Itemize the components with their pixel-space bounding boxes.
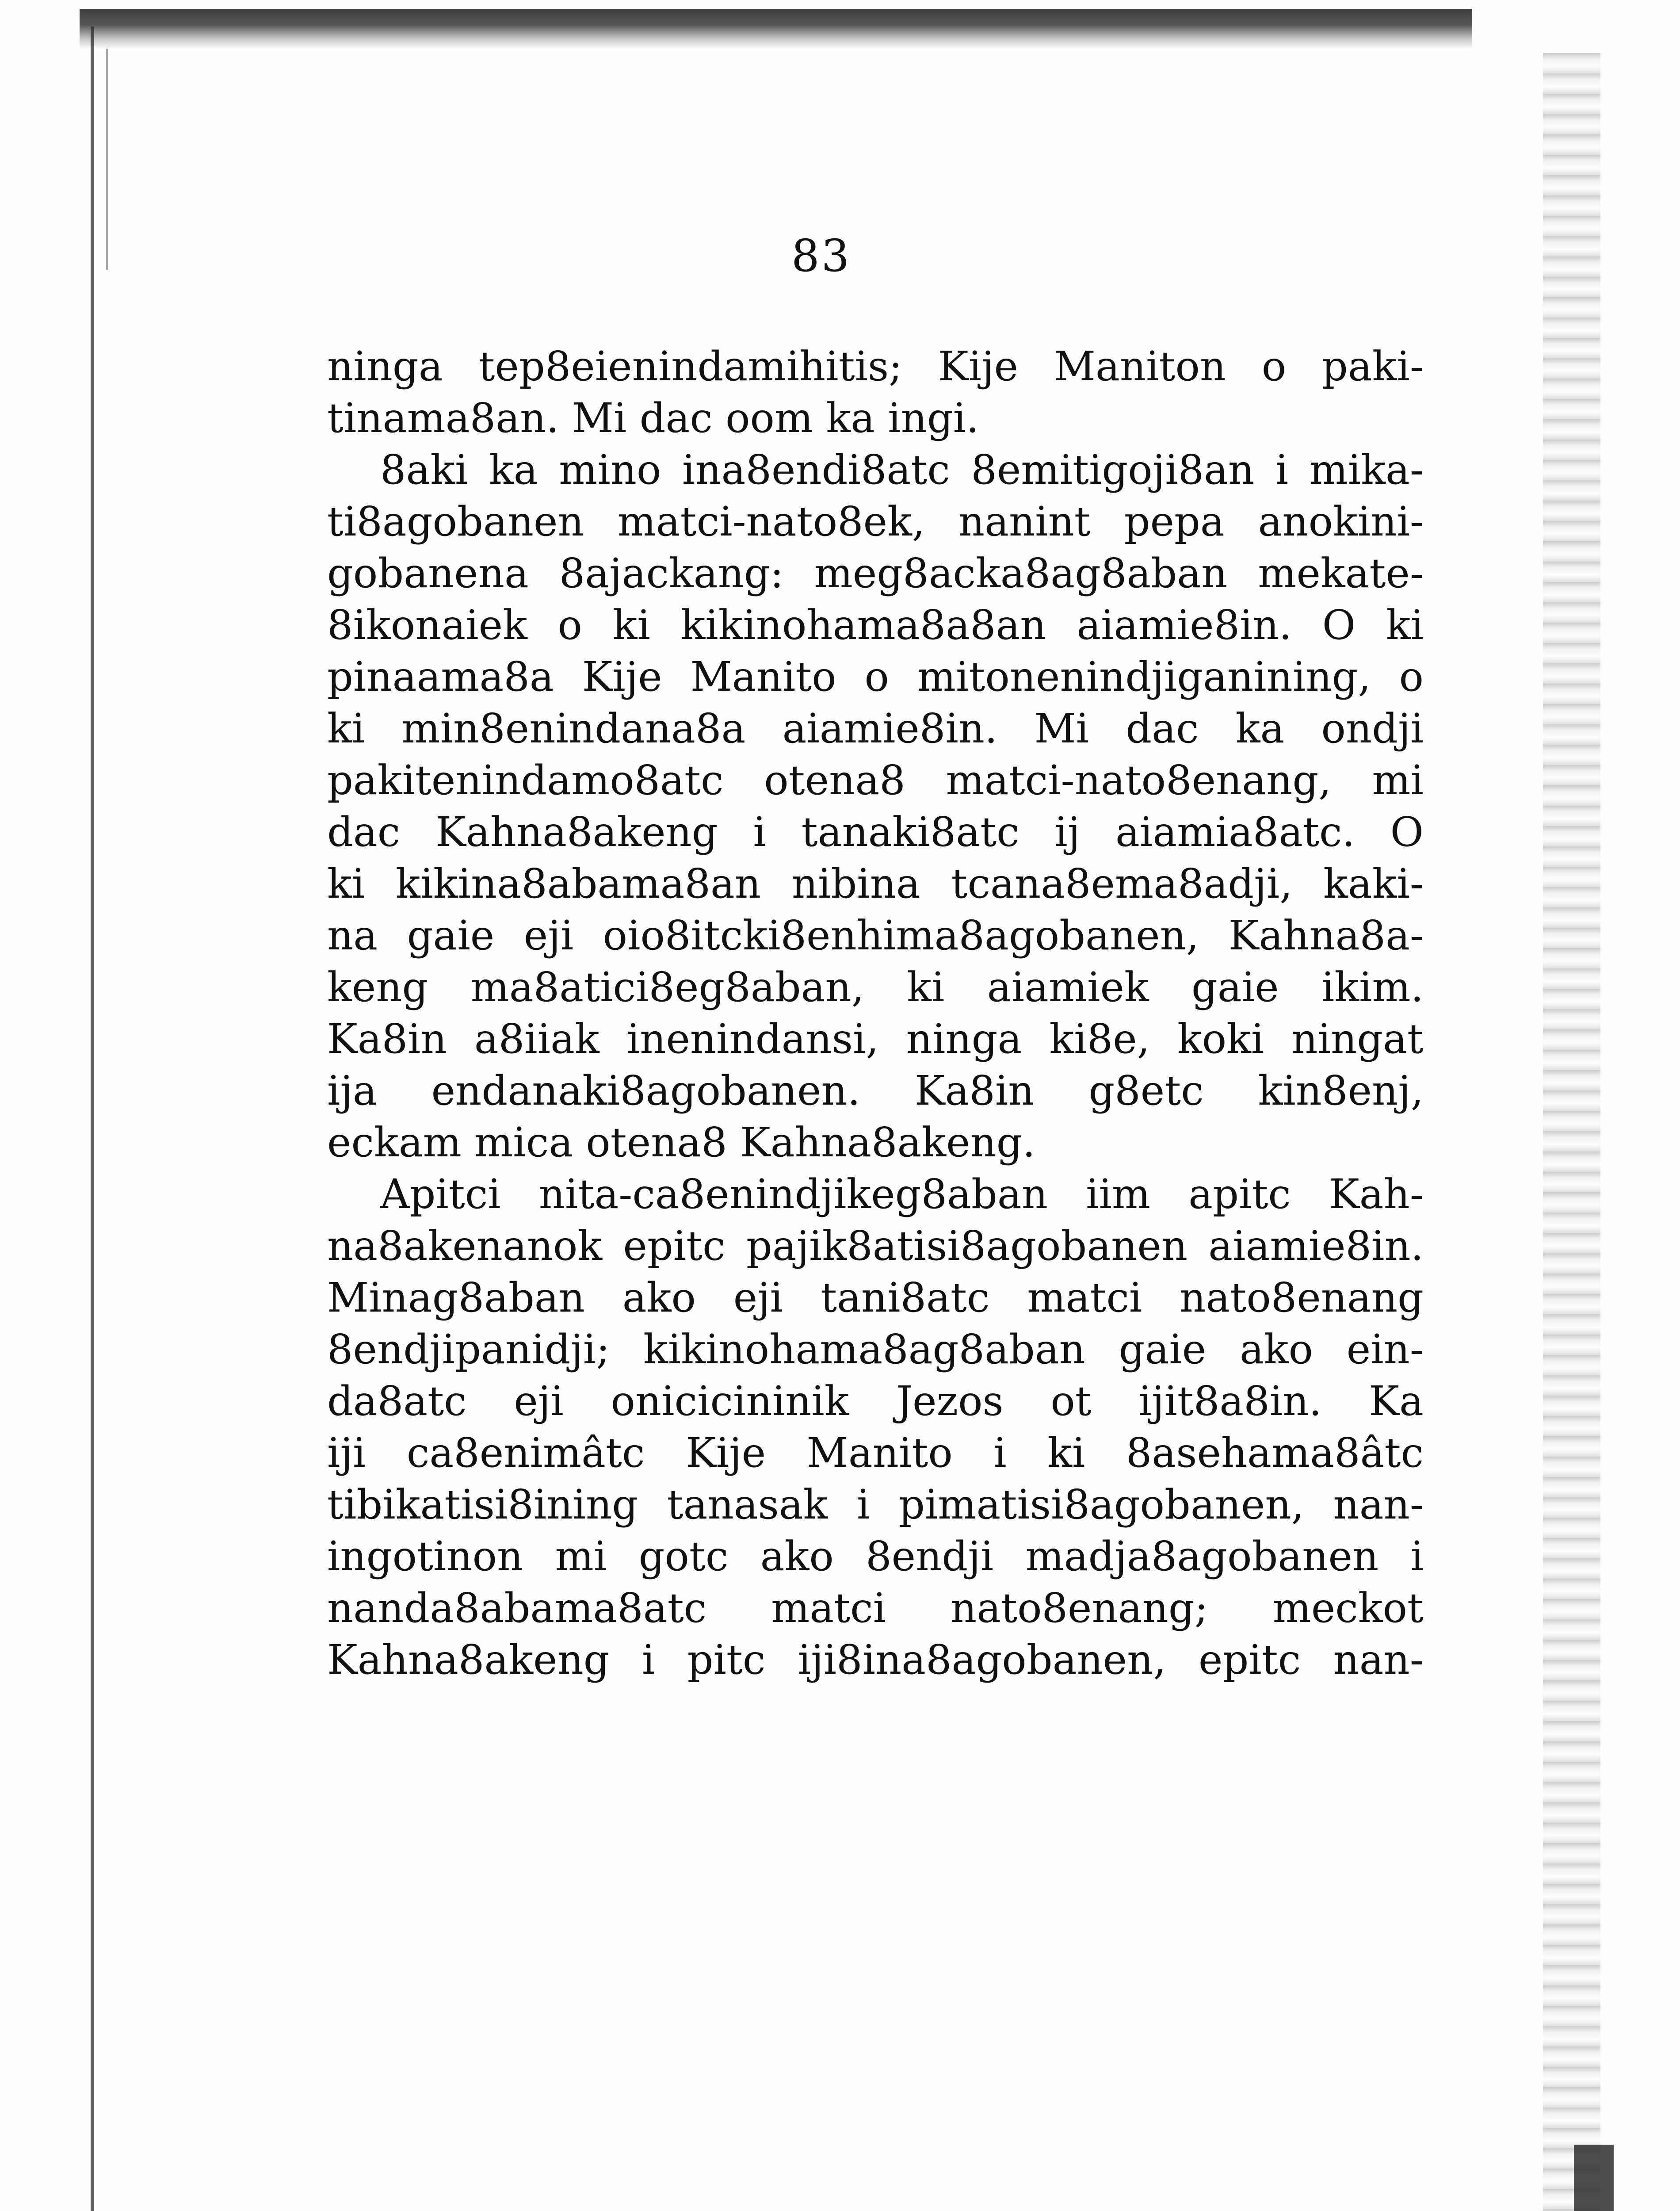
- text-line: ija endanaki8agobanen. Ka8in g8etc kin8enj,: [327, 1067, 1424, 1114]
- scan-edge-right: [1543, 53, 1600, 2211]
- scan-edge-right-corner: [1574, 2145, 1614, 2211]
- text-line: na gaie eji oio8itcki8enhima8agobanen, Kahna8a-: [327, 912, 1424, 959]
- text-line: tinama8an. Mi dac oom ka ingi.: [327, 394, 979, 442]
- text-line: dac Kahna8akeng i tanaki8atc ij aiamia8atc. O: [327, 808, 1424, 856]
- text-line: na8akenanok epitc pajik8atisi8agobanen aiamie8in.: [327, 1222, 1424, 1270]
- text-line: ki kikina8abama8an nibina tcana8ema8adji, kaki-: [327, 860, 1424, 907]
- text-line: eckam mica otena8 Kahna8akeng.: [327, 1119, 1035, 1166]
- text-line: Kahna8akeng i pitc iji8ina8agobanen, epitc nan-: [327, 1636, 1424, 1683]
- scan-edge-left: [91, 27, 94, 2211]
- text-line: pinaama8a Kije Manito o mitonenindjiganining, o: [327, 653, 1424, 700]
- text-line: 8aki ka mino ina8endi8atc 8emitigoji8an i mika-: [380, 446, 1424, 493]
- text-line: keng ma8atici8eg8aban, ki aiamiek gaie ikim.: [327, 964, 1424, 1011]
- text-line: da8atc eji onicicininik Jezos ot ijit8a8in. Ka: [327, 1377, 1424, 1425]
- text-line: Apitci nita-ca8enindjikeg8aban iim apitc Kah-: [380, 1171, 1424, 1218]
- text-line: tibikatisi8ining tanasak i pimatisi8agobanen, nan-: [327, 1481, 1424, 1528]
- text-line: 8ikonaiek o ki kikinohama8a8an aiamie8in. O ki: [327, 601, 1424, 649]
- text-line: gobanena 8ajackang: meg8acka8ag8aban mekate-: [327, 550, 1424, 597]
- page-number: 83: [791, 230, 851, 282]
- text-line: Ka8in a8iiak inenindansi, ninga ki8e, koki ningat: [327, 1015, 1424, 1063]
- text-line: ingotinon mi gotc ako 8endji madja8agobanen i: [327, 1533, 1424, 1580]
- text-line: ti8agobanen matci-nato8ek, nanint pepa anokini-: [327, 498, 1424, 545]
- text-line: iji ca8enimâtc Kije Manito i ki 8asehama8âtc: [327, 1429, 1424, 1477]
- text-line: 8endjipanidji; kikinohama8ag8aban gaie ako ein-: [327, 1326, 1424, 1373]
- text-line: Minag8aban ako eji tani8atc matci nato8enang: [327, 1274, 1424, 1321]
- body-text: [327, 340, 1424, 1686]
- text-line: ki min8enindana8a aiamie8in. Mi dac ka ondji: [327, 705, 1424, 752]
- scan-edge-top: [80, 9, 1472, 49]
- text-line: nanda8abama8atc matci nato8enang; meckot: [327, 1584, 1424, 1632]
- text-line: ninga tep8eienindamihitis; Kije Maniton o paki-: [327, 343, 1424, 390]
- scan-edge-left-inner: [106, 49, 108, 270]
- text-line: pakitenindamo8atc otena8 matci-nato8enang, mi: [327, 757, 1424, 804]
